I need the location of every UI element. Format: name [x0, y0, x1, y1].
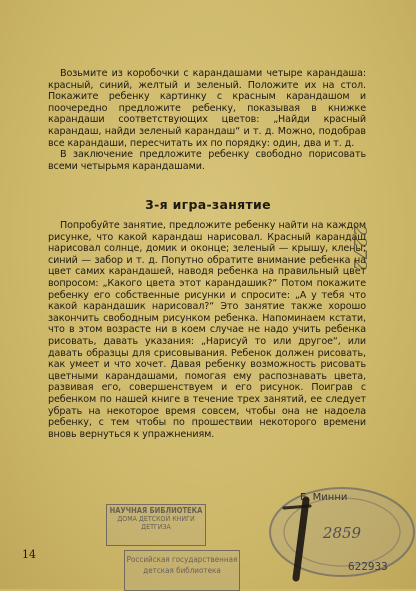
- stamp-line: НАУЧНАЯ БИБЛИОТЕКА: [109, 506, 203, 515]
- paragraph: В заключение предложите ребенку свободно порисовать всеми четырьмя карандашами.: [48, 149, 366, 172]
- stamp-line: Российская государственная: [126, 555, 238, 564]
- stamp-line: детская библиотека: [143, 566, 221, 575]
- margin-handwritten-code: 2272: [349, 225, 370, 271]
- library-rect-stamp: [106, 504, 206, 546]
- page-number: 14: [22, 548, 36, 561]
- lesson-text-block: [48, 220, 366, 440]
- handwritten-mark: [266, 496, 326, 586]
- paragraph: Попробуйте занятие, предложите ребенку найти на каждом рисунке, что какой карандаш нарисовал. Красный карандаш нарисовал солнце, домик и оконце; зеленый — крышу, клены; синий — забор и т. д. Попутно обратите внимание ребенка на цвет самих карандашей, наводя ребенка на правильный цвет вопросом: „Какого цвета этот карандашик?“ Потом покажите ребенку его собственные рисунки и спросите: „А у тебя что какой карандашик нарисовал?“ Это занятие также хорошо закончить свободным рисунком ребенка. Напоминаем кстати, что в этом возрасте ни в коем случае не надо учить ребенка рисовать, давать указания: „Нарисуй то или другое“, или давать образцы для срисовывания. Ребенок должен рисовать, как умеет и что хочет. Давая ребенку возможность рисовать цветными карандашами, помогая ему распознавать цвета, развивая его, совершенствуем и его рисунок. Поиграв с ребенком по нашей книге в течение трех занятий, ее следует убрать на некоторое время совсем, чтобы она не надоела ребенку, с тем чтобы по прошествии некоторого времени вновь вернуться к упражнениям.: [48, 220, 366, 440]
- handwritten-code: 2859: [322, 524, 362, 542]
- intro-text-block: [48, 68, 366, 172]
- inventory-number: 622933: [348, 560, 388, 573]
- section-heading: 3-я игра-занятие: [145, 197, 271, 212]
- stamp-line: ДОМА ДЕТСКОЙ КНИГИ: [117, 515, 195, 523]
- paragraph: Возьмите из коробочки с карандашами четыре карандаша: красный, синий, желтый и зеленый. Положите их на стол. Покажите ребенку картинку с красным карандашом и поочередно предложите ребенку, показывая в книжке карандаши соответствующих цветов: „Найди красный карандаш, найди зеленый карандаш“ и т. д. Можно, подобрав все карандаши, пересчитать их по порядку: один, два и т. д.: [48, 68, 366, 149]
- stamp-line: ДЕТГИЗА: [141, 523, 171, 531]
- rsl-rect-stamp: [124, 550, 240, 591]
